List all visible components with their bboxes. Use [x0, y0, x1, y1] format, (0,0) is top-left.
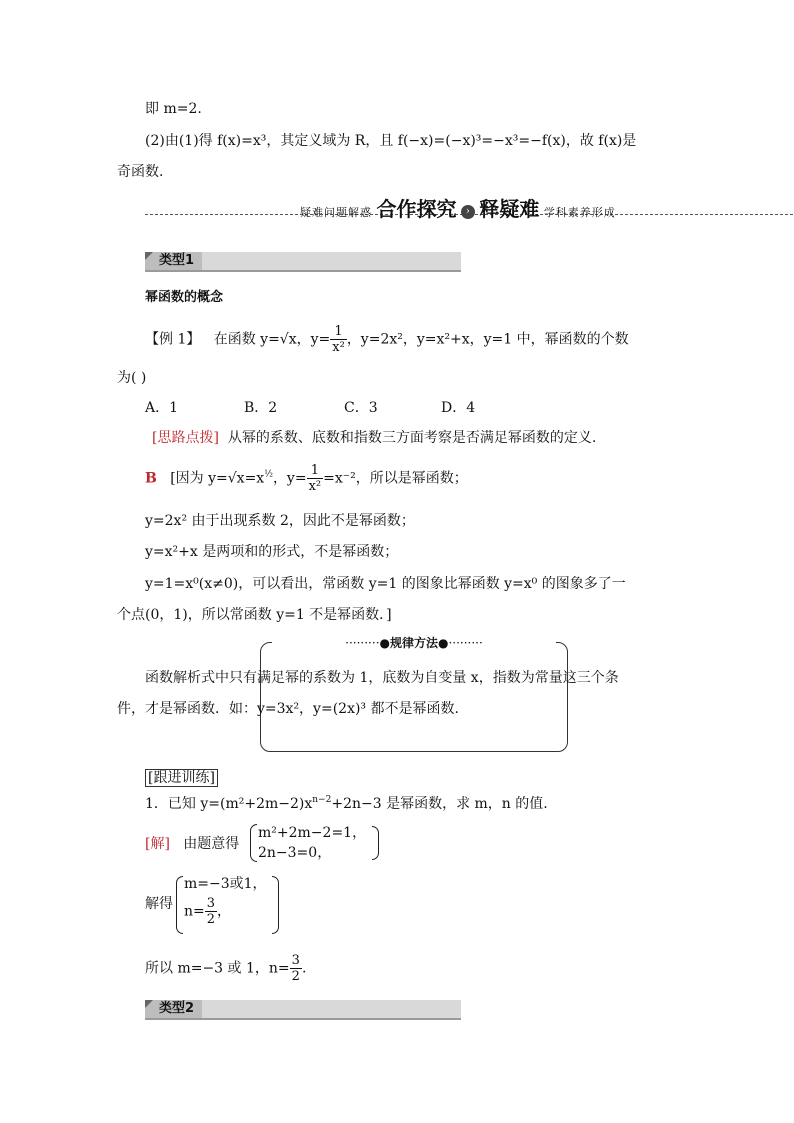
- option-a: A．1: [145, 400, 179, 416]
- fraction-numerator: 3: [206, 896, 216, 911]
- banner-right-text: 学科素养形成: [543, 206, 616, 219]
- fraction-denominator: 2: [206, 912, 216, 927]
- fraction-denominator: x²: [332, 340, 345, 355]
- option-d: D．4: [441, 400, 476, 416]
- banner-title-2: 释疑难: [479, 197, 540, 221]
- type-header: [145, 1000, 461, 1020]
- method-line: 函数解析式中只有满足幂的系数为 1，底数为自变量 x，指数为常量这三个条: [145, 670, 619, 686]
- hint-text: 从幂的系数、底数和指数三方面考察是否满足幂函数的定义.: [227, 430, 597, 446]
- example-label: 【例 1】: [145, 331, 201, 348]
- system-eq-1: m²+2m−2=1，: [258, 825, 367, 841]
- training-label: [145, 767, 218, 787]
- solution-line: [145, 833, 239, 853]
- answer-line: y=1=x⁰(x≠0)，可以看出，常函数 y=1 的图象比幂函数 y=x⁰ 的图象多了一: [145, 576, 626, 592]
- answer-text: [因为 y=√x=x: [170, 470, 265, 487]
- answer-line: 个点(0，1)，所以常函数 y=1 不是幂函数．]: [117, 607, 392, 623]
- type-label: 类型2: [145, 1000, 202, 1018]
- type-header: [145, 252, 461, 272]
- example-text: ，y=2x²，y=x²+x，y=1 中，幂函数的个数: [346, 331, 629, 348]
- right-paren: [272, 876, 279, 934]
- answer-text: =x⁻²，所以是幂函数；: [323, 470, 468, 487]
- example-line: [145, 324, 629, 355]
- question-line: [145, 793, 548, 813]
- system-eq-2: 2n−3=0，: [258, 845, 332, 861]
- solve-label: 解得: [145, 896, 173, 912]
- answer-letter: B: [145, 470, 157, 487]
- method-line: 件，才是幂函数．如：y=3x²，y=(2x)³ 都不是幂函数.: [117, 701, 459, 717]
- hint-label: [思路点拨]: [152, 430, 219, 446]
- final-text: .: [301, 960, 307, 977]
- banner-left-text: 疑难问题解惑: [300, 206, 372, 219]
- solution-label: [解]: [145, 836, 170, 852]
- hint-line: [152, 427, 596, 447]
- type-title: 幂函数的概念: [145, 290, 224, 305]
- type-label: 类型1: [145, 252, 202, 270]
- result-2: [184, 896, 231, 927]
- banner-title-1: 合作探究: [376, 197, 457, 221]
- exponent: ½: [264, 469, 273, 480]
- fraction-numerator: 1: [330, 324, 347, 340]
- question-text: +2n−3 是幂函数，求 m，n 的值.: [331, 796, 548, 812]
- left-brace: [250, 824, 257, 862]
- result-text: n=: [184, 903, 205, 920]
- text-line: (2)由(1)得 f(x)=x³，其定义域为 R，且 f(−x)=(−x)³=−x³=−f(x)，故 f(x)是: [145, 133, 637, 149]
- method-title: ·········●规律方法●·········: [272, 634, 556, 651]
- corner-mark-icon: [145, 1000, 153, 1008]
- final-line: [145, 953, 306, 984]
- answer-line: [145, 463, 468, 494]
- answer-line: y=2x² 由于出现系数 2，因此不是幂函数；: [145, 513, 415, 529]
- fraction: [330, 324, 347, 355]
- fraction-denominator: x²: [308, 479, 322, 494]
- text-line: 奇函数.: [117, 164, 164, 180]
- text-line: 即 m=2.: [145, 101, 202, 117]
- answer-text: ，y=: [272, 470, 307, 487]
- solution-text: 由题意得: [183, 836, 240, 852]
- final-text: 所以 m=−3 或 1，n=: [145, 960, 290, 977]
- corner-mark-icon: [145, 252, 153, 260]
- chevron-right-icon: ›: [461, 205, 475, 219]
- fraction: [290, 953, 302, 984]
- result-text: ，: [217, 903, 232, 920]
- method-box-mask: [272, 652, 556, 742]
- method-title-label: 规律方法: [389, 636, 438, 650]
- answer-line: y=x²+x 是两项和的形式，不是幂函数；: [145, 544, 399, 560]
- fraction-numerator: 1: [307, 463, 324, 479]
- fraction-numerator: 3: [291, 953, 300, 968]
- right-paren: [372, 826, 379, 860]
- result-1: m=−3或1，: [184, 876, 267, 892]
- exponent: n−2: [312, 795, 332, 805]
- example-cont: 为( ): [117, 370, 147, 386]
- section-banner: [300, 193, 616, 222]
- left-brace: [176, 876, 183, 934]
- option-b: B．2: [244, 400, 278, 416]
- example-text: 在函数 y=√x，y=: [213, 331, 331, 348]
- option-c: C．3: [344, 400, 378, 416]
- fraction: [205, 896, 217, 927]
- question-text: 1．已知 y=(m²+2m−2)x: [145, 796, 313, 812]
- training-label-text: [跟进训练]: [145, 769, 218, 787]
- fraction-denominator: 2: [291, 969, 300, 984]
- fraction: [307, 463, 324, 494]
